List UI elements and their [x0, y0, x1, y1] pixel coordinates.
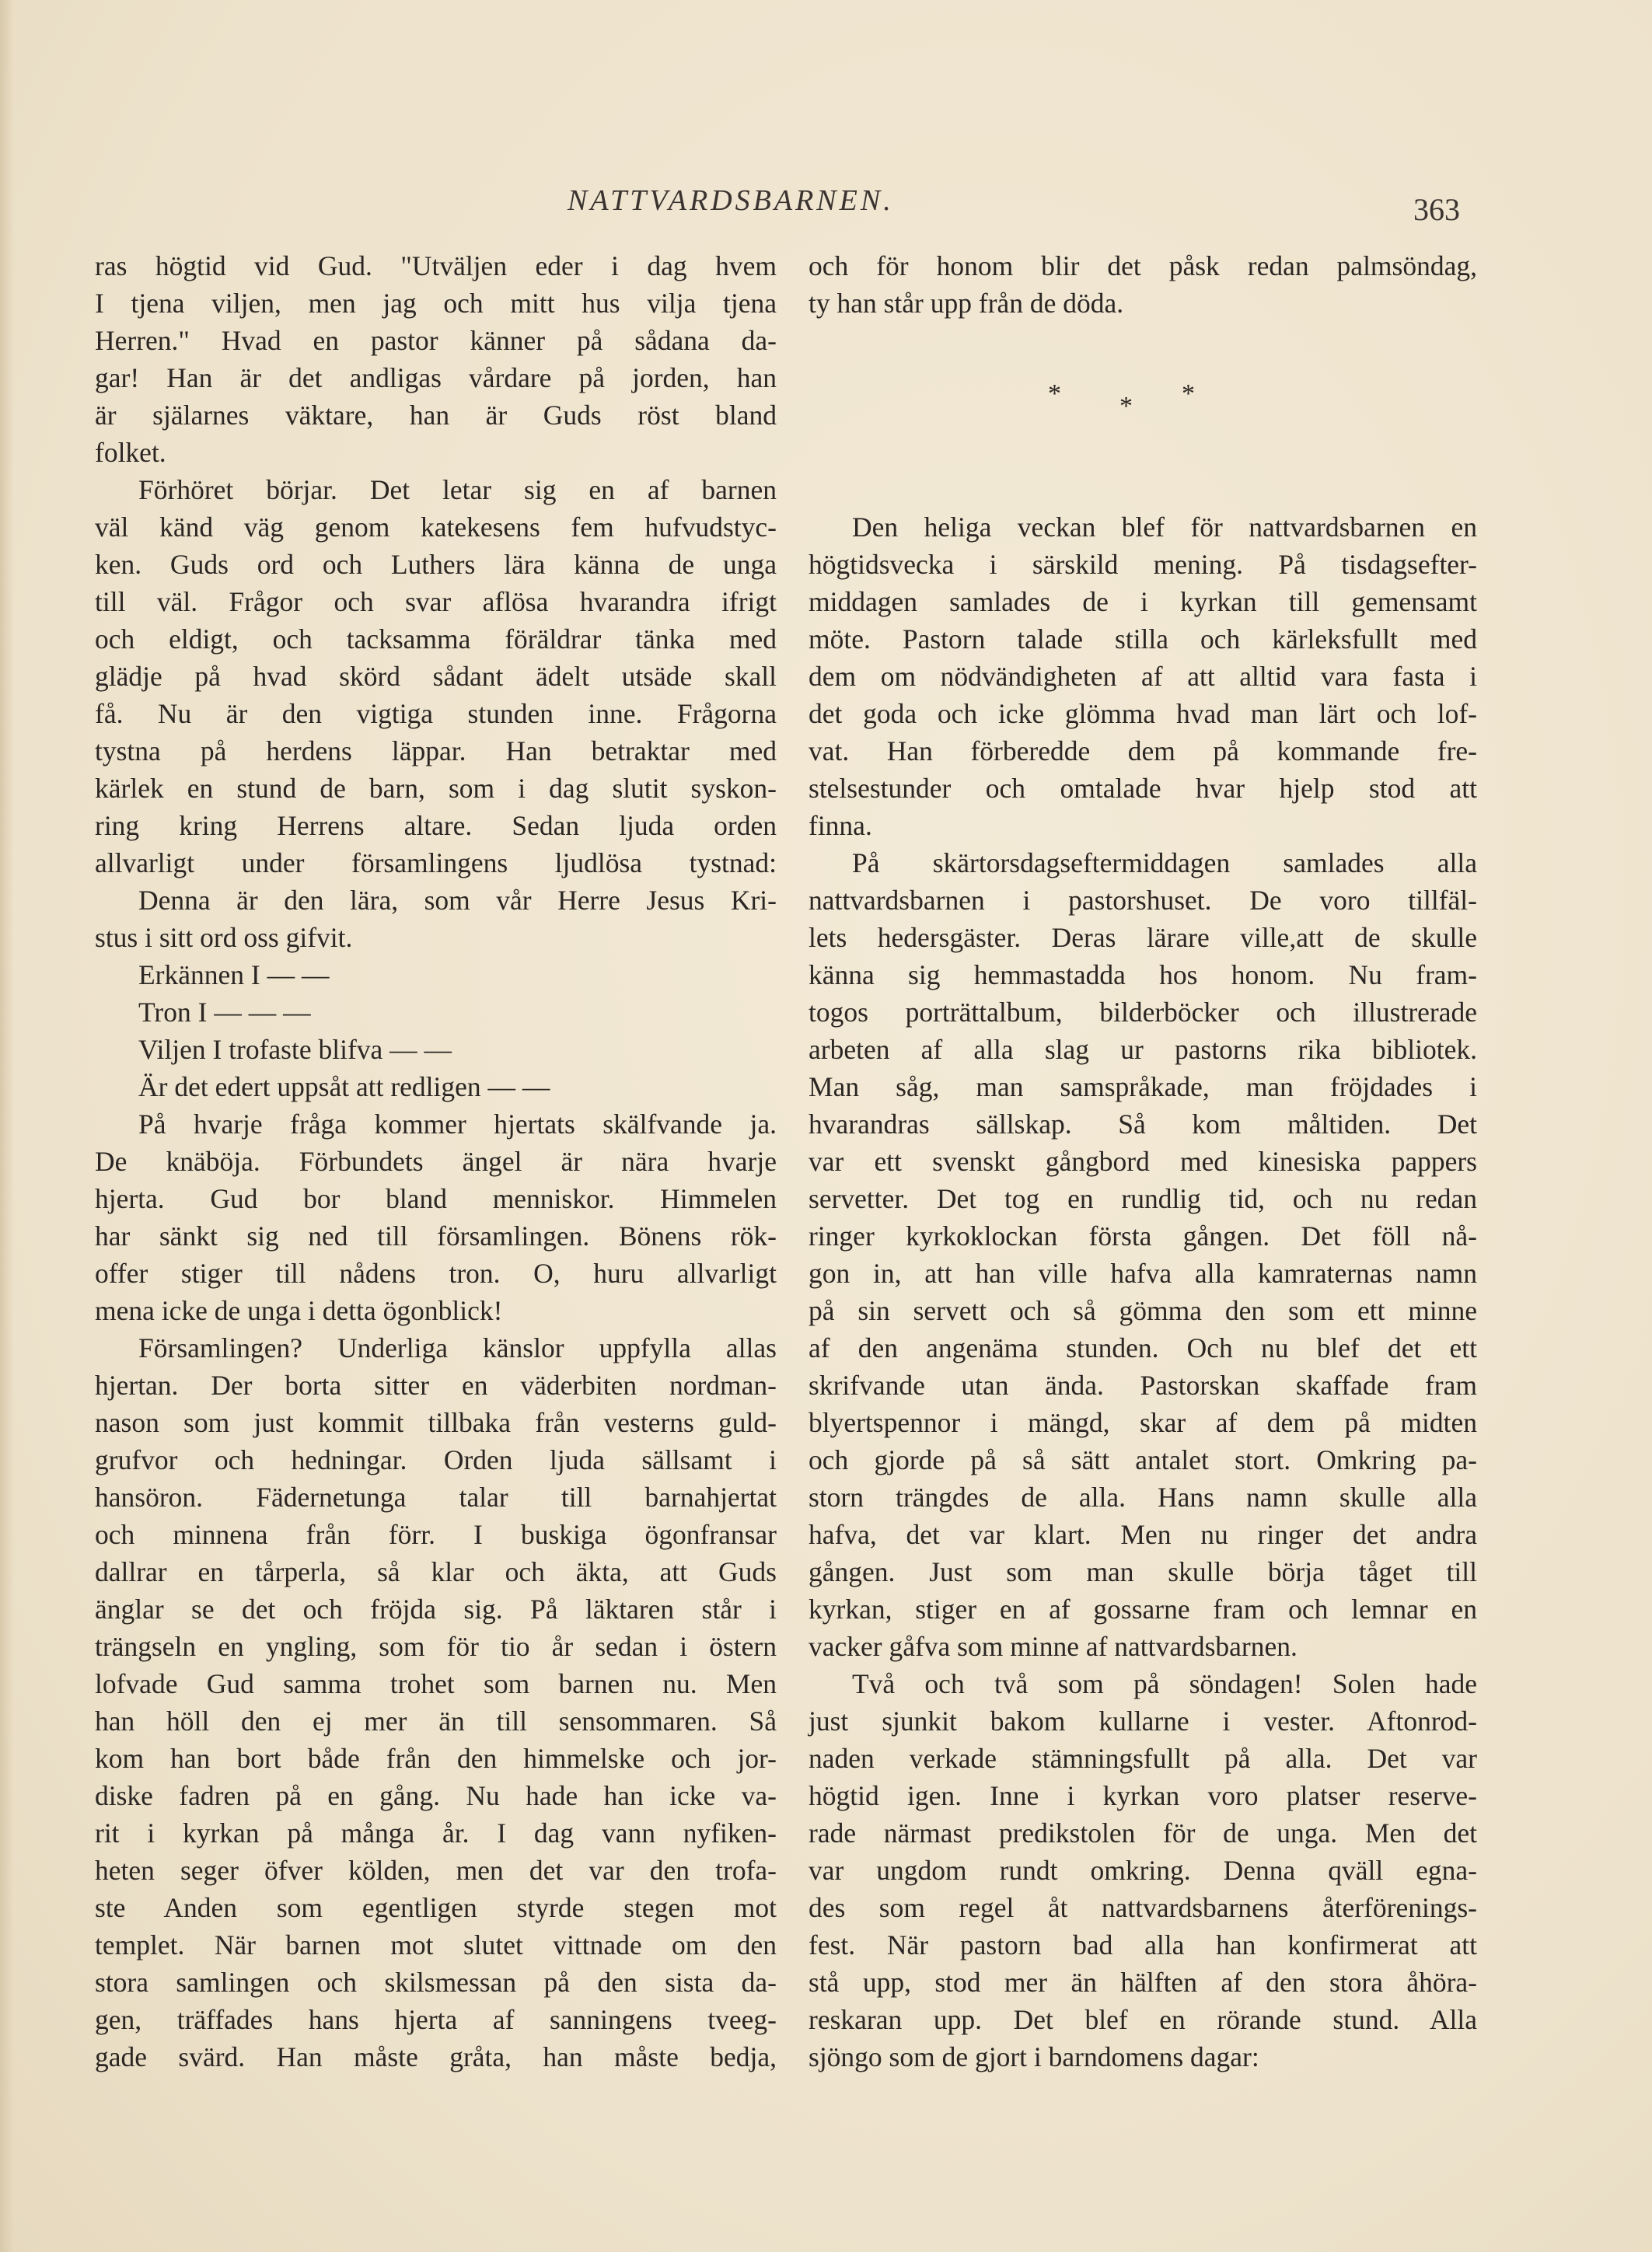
text-line: och minnena från förr. I buskiga ögonfransar: [95, 1519, 777, 1550]
text-line: trängseln en yngling, som för tio år sedan i östern: [95, 1631, 777, 1662]
text-line: nason som just kommit tillbaka från vesterns guld-: [95, 1407, 777, 1438]
text-line: glädje på hvad skörd sådant ädelt utsäde skall: [95, 661, 777, 692]
text-line: Två och två som på söndagen! Solen hade: [852, 1668, 1477, 1699]
text-line: dem om nödvändigheten af att alltid vara fasta i: [809, 661, 1477, 692]
text-line: På skärtorsdagseftermiddagen samlades alla: [852, 847, 1477, 878]
text-line: på sin servett och så gömma den som ett minne: [809, 1295, 1477, 1326]
text-line: var ett svenskt gångbord med kinesiska pappers: [809, 1146, 1477, 1177]
page-number: 363: [1413, 192, 1460, 227]
text-line: Förhöret börjar. Det letar sig en af barnen: [138, 474, 777, 505]
text-line: offer stiger till nådens tron. O, huru allvarligt: [95, 1258, 777, 1289]
text-line: tystna på herdens läppar. Han betraktar med: [95, 735, 777, 766]
text-line: hvarandras sällskap. Så kom måltiden. Det: [809, 1109, 1477, 1140]
text-line: grufvor och hedningar. Orden ljuda sällsamt i: [95, 1444, 777, 1475]
text-line: ring kring Herrens altare. Sedan ljuda orden: [95, 810, 777, 841]
text-line: vacker gåfva som minne af nattvardsbarnen.: [809, 1631, 1298, 1662]
asterisk: *: [1048, 379, 1061, 408]
text-line: högtid igen. Inne i kyrkan voro platser reserve-: [809, 1780, 1477, 1811]
text-line: kyrkan, stiger en af gossarne fram och lemnar en: [809, 1594, 1477, 1625]
text-line: hafva, det var klart. Men nu ringer det andra: [809, 1519, 1477, 1550]
text-line: Församlingen? Underliga känslor uppfylla allas: [138, 1332, 777, 1363]
text-line: arbeten af alla slag ur pastorns rika bibliotek.: [809, 1034, 1477, 1065]
text-line: han höll den ej mer än till sensommaren. Så: [95, 1706, 777, 1737]
text-line: af den angenäma stunden. Och nu blef det ett: [809, 1332, 1477, 1363]
text-line: Herren." Hvad en pastor känner på sådana da-: [95, 325, 777, 356]
text-line: På hvarje fråga kommer hjertats skälfvande ja.: [138, 1109, 777, 1140]
catechism-question: Tron I — — —: [138, 997, 311, 1028]
text-line: middagen samlades de i kyrkan till gemensamt: [809, 586, 1477, 617]
text-line: hjertan. Der borta sitter en väderbiten nordman-: [95, 1370, 777, 1401]
text-line: stora samlingen och skilsmessan på den sista da-: [95, 1967, 777, 1998]
text-line: fest. När pastorn bad alla han konfirmerat att: [809, 1929, 1477, 1960]
asterisk: *: [1119, 392, 1133, 421]
text-line: storn trängdes de alla. Hans namn skulle alla: [809, 1482, 1477, 1513]
catechism-question: Är det edert uppsåt att redligen — —: [138, 1071, 550, 1102]
text-line: gången. Just som man skulle börja tåget till: [809, 1556, 1477, 1587]
text-line: känna sig hemmastadda hos honom. Nu fram-: [809, 959, 1477, 990]
text-line: servetter. Det tog en rundlig tid, och nu redan: [809, 1183, 1477, 1214]
text-line: allvarligt under församlingens ljudlösa tystnad:: [95, 847, 777, 878]
text-line: Man såg, man samspråkade, man fröjdades i: [809, 1071, 1477, 1102]
text-line: ras högtid vid Gud. "Utväljen eder i dag hvem: [95, 250, 777, 281]
text-line: templet. När barnen mot slutet vittnade om den: [95, 1929, 777, 1960]
text-line: änglar se det och fröjda sig. På läktaren står i: [95, 1594, 777, 1625]
text-line: det goda och icke glömma hvad man lärt och lof-: [809, 698, 1477, 729]
text-line: ste Anden som egentligen styrde stegen mot: [95, 1892, 777, 1923]
text-line: högtidsvecka i särskild mening. På tisdagsefter-: [809, 549, 1477, 580]
text-line: De knäböja. Förbundets ängel är nära hvarje: [95, 1146, 777, 1177]
catechism-question: Erkännen I — —: [138, 959, 330, 990]
text-line: gade svärd. Han måste gråta, han måste bedja,: [95, 2041, 777, 2072]
text-line: I tjena viljen, men jag och mitt hus vilja tjena: [95, 288, 777, 319]
text-line: ringer kyrkoklockan första gången. Det föll nå-: [809, 1220, 1477, 1252]
text-line: stå upp, stod mer än hälften af den stora åhöra-: [809, 1967, 1477, 1998]
text-line: naden verkade stämningsfullt på alla. Det var: [809, 1743, 1477, 1774]
text-line: hansöron. Fädernetunga talar till barnahjertat: [95, 1482, 777, 1513]
text-line: sjöngo som de gjort i barndomens dagar:: [809, 2041, 1259, 2072]
text-line: ty han står upp från de döda.: [809, 288, 1124, 319]
text-line: kärlek en stund de barn, som i dag slutit syskon-: [95, 773, 777, 804]
text-line: blyertspennor i mängd, skar af dem på midten: [809, 1407, 1477, 1438]
text-line: hjerta. Gud bor bland menniskor. Himmelen: [95, 1183, 777, 1214]
catechism-question: Viljen I trofaste blifva — —: [138, 1034, 452, 1065]
text-line: har sänkt sig ned till församlingen. Bönens rök-: [95, 1220, 777, 1252]
text-line: Den heliga veckan blef för nattvardsbarnen en: [852, 512, 1477, 543]
text-line: och för honom blir det påsk redan palmsöndag,: [809, 250, 1477, 281]
text-line: lofvade Gud samma trohet som barnen nu. Men: [95, 1668, 777, 1699]
text-line: gon in, att han ville hafva alla kamraternas namn: [809, 1258, 1477, 1289]
text-line: rade närmast predikstolen för de unga. Men det: [809, 1817, 1477, 1849]
text-line: var ungdom rundt omkring. Denna qväll egna-: [809, 1855, 1477, 1886]
text-line: dallrar en tårperla, så klar och äkta, att Guds: [95, 1556, 777, 1587]
text-line: Denna är den lära, som vår Herre Jesus Kri-: [138, 885, 777, 916]
text-line: skrifvande utan ända. Pastorskan skaffade fram: [809, 1370, 1477, 1401]
page-edge: [0, 0, 14, 2252]
text-line: lets hedersgäster. Deras lärare ville,att de skulle: [809, 922, 1477, 953]
text-line: heten seger öfver kölden, men det var den trofa-: [95, 1855, 777, 1886]
running-title: NATTVARDSBARNEN.: [568, 184, 894, 217]
text-line: just sjunkit bakom kullarne i vester. Aftonrod-: [809, 1706, 1477, 1737]
text-line: nattvardsbarnen i pastorshuset. De voro tillfäl-: [809, 885, 1477, 916]
text-line: få. Nu är den vigtiga stunden inne. Frågorna: [95, 698, 777, 729]
text-line: stelsestunder och omtalade hvar hjelp stod att: [809, 773, 1477, 804]
section-break: [1042, 379, 1213, 426]
text-line: vat. Han förberedde dem på kommande fre-: [809, 735, 1477, 766]
text-line: och gjorde på så sätt antalet stort. Omkring pa-: [809, 1444, 1477, 1475]
text-line: des som regel åt nattvardsbarnens återförenings-: [809, 1892, 1477, 1923]
text-line: och eldigt, och tacksamma föräldrar tänka med: [95, 623, 777, 655]
text-line: är själarnes väktare, han är Guds röst bland: [95, 400, 777, 431]
text-line: gen, träffades hans hjerta af sanningens tveeg-: [95, 2004, 777, 2035]
text-line: kom han bort både från den himmelske och jor-: [95, 1743, 777, 1774]
text-line: folket.: [95, 437, 166, 468]
text-line: diske fadren på en gång. Nu hade han icke va-: [95, 1780, 777, 1811]
text-line: stus i sitt ord oss gifvit.: [95, 922, 353, 953]
text-line: till väl. Frågor och svar aflösa hvarandra ifrigt: [95, 586, 777, 617]
asterisk: *: [1182, 379, 1195, 408]
text-line: väl känd väg genom katekesens fem hufvudstyc-: [95, 512, 777, 543]
text-line: möte. Pastorn talade stilla och kärleksfullt med: [809, 623, 1477, 655]
text-line: togos porträttalbum, bilderböcker och illustrerade: [809, 997, 1477, 1028]
text-line: mena icke de unga i detta ögonblick!: [95, 1295, 503, 1326]
page-header: [0, 183, 1652, 230]
left-column: [95, 247, 777, 2076]
text-line: rit i kyrkan på många år. I dag vann nyfiken-: [95, 1817, 777, 1849]
text-line: finna.: [809, 810, 872, 841]
text-line: ken. Guds ord och Luthers lära känna de unga: [95, 549, 777, 580]
right-column-main: [809, 508, 1477, 2076]
text-line: reskaran upp. Det blef en rörande stund. Alla: [809, 2004, 1477, 2035]
text-line: gar! Han är det andligas vårdare på jorden, han: [95, 362, 777, 393]
right-column-top: [809, 247, 1477, 322]
